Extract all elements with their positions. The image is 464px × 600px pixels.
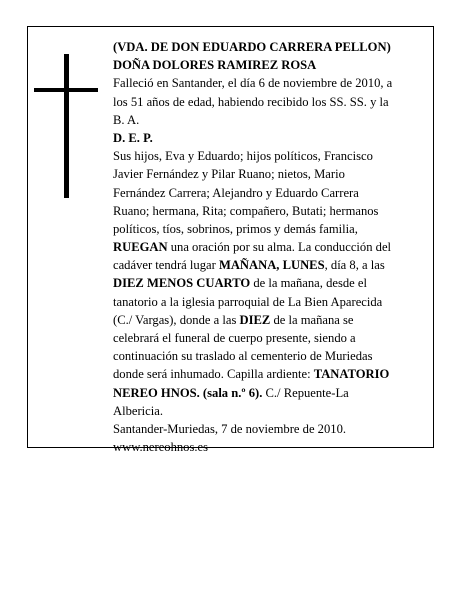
death-line-1: Falleció en Santander, el día 6 de noviembre de 2010, a [113,76,393,91]
family-line-2: Javier Fernández y Pilar Ruano; nietos, Mario [113,167,345,182]
death-line-3: B. A. [113,112,140,127]
nereo-sala-text: NEREO HNOS. (sala n.º 6). [113,385,263,400]
cross-vertical-bar [64,54,69,198]
widow-line: (VDA. DE DON EDUARDO CARRERA PELLON) [113,40,391,54]
family-line-3: Fernández Carrera; Alejandro y Eduardo Carrera [113,185,359,200]
family-line-5: políticos, tíos, sobrinos, primos y demás familia, [113,221,358,236]
family-line-14: NEREO HNOS. (sala n.º 6). C./ Repuente-La [113,385,349,400]
family-line-13: donde será inhumado. Capilla ardiente: TANATORIO [113,367,390,382]
deceased-name: DOÑA DOLORES RAMIREZ ROSA [113,58,317,73]
place-date: Santander-Muriedas, 7 de noviembre de 2010. [113,421,347,436]
cross-icon [34,54,98,198]
dep-line: D. E. P. [113,130,153,145]
family-line-6: RUEGAN una oración por su alma. La conducción del [113,240,392,255]
tanatorio-text: TANATORIO [313,367,390,382]
website-text: www.nereohnos.es [113,440,209,455]
ruegan-text: RUEGAN [113,240,168,255]
diez-menos-cuarto-text: DIEZ MENOS CUARTO [113,276,251,291]
family-line-1: Sus hijos, Eva y Eduardo; hijos políticos, Francisco [113,149,373,164]
family-line-15: Albericia. [113,403,163,418]
family-line-9: tanatorio a la iglesia parroquial de La Bien Aparecida [113,294,383,309]
family-line-4: Ruano; hermana, Rita; compañero, Butati; hermanos [113,203,379,218]
obituary-text [113,38,425,456]
death-line-2: los 51 años de edad, habiendo recibido los SS. SS. y la [113,94,389,109]
family-line-7: cadáver tendrá lugar MAÑANA, LUNES, día 8, a las [113,258,385,273]
diez-text: DIEZ [239,312,271,327]
family-line-8: DIEZ MENOS CUARTO de la mañana, desde el [113,276,367,291]
cross-horizontal-bar [34,88,98,92]
manana-lunes-text: MAÑANA, LUNES [218,258,325,273]
family-line-11: celebrará el funeral de cuerpo presente, siendo a [113,331,356,345]
family-line-12: continuación su traslado al cementerio de Muriedas [113,349,373,364]
family-line-10: (C./ Vargas), donde a las DIEZ de la mañana se [113,312,354,327]
